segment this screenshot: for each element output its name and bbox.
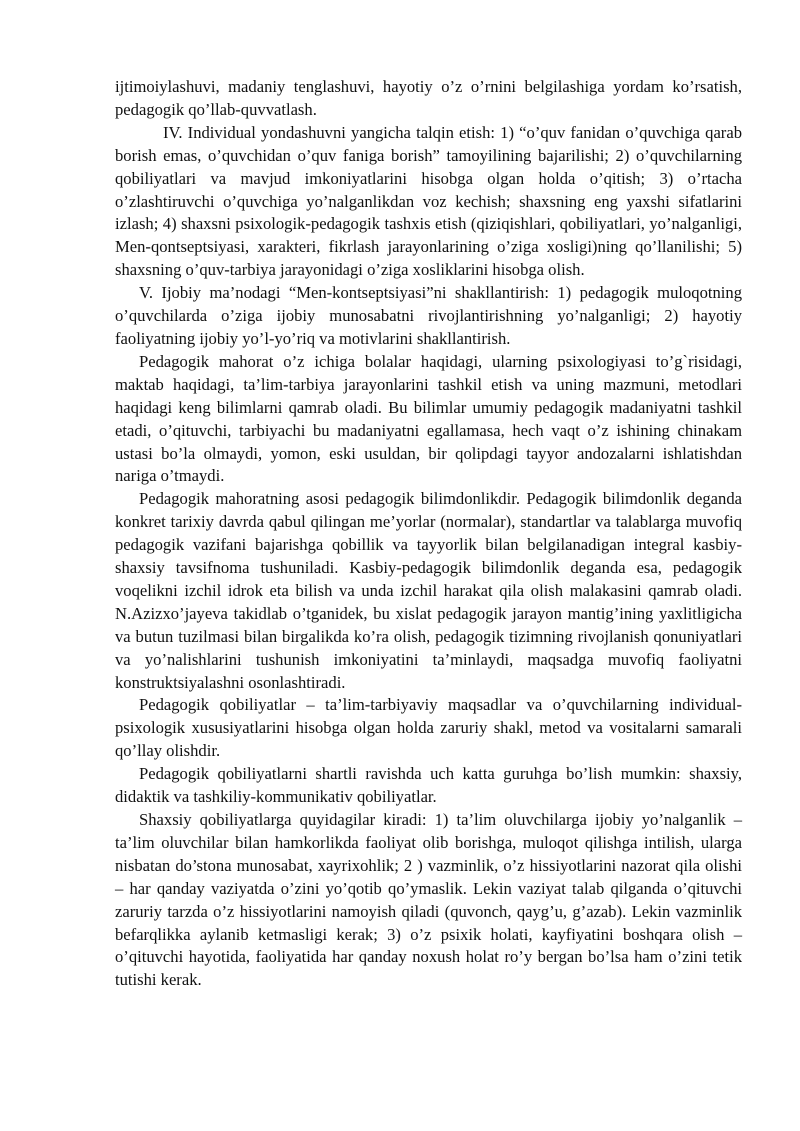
paragraph-pedagogical-mastery: Pedagogik mahorat o’z ichiga bolalar haqidagi, ularning psixologiyasi to’g`risidagi, maktab haqidagi, ta’lim-tarbiya jarayonlarini tashkil etish va uning mazmuni, metodlari haqidagi keng bilimlarni qamrab oladi. Bu bilimlar umumiy pedagogik madaniyatni tashkil etadi, o’qituvchi, tarbiyachi bu madaniyatni egallamasa, hech vaqt o’z ishining chinakam ustasi bo’la olmaydi, yomon, eski usuldan, bir qolipdagi tayyor andozalarni ishlatishdan nariga o’tmaydi. [115,351,742,486]
paragraph-ability-groups: Pedagogik qobiliyatlarni shartli ravishda uch katta guruhga bo’lish mumkin: shaxsiy, didaktik va tashkiliy-kommunikativ qobiliyatlar. [115,764,742,807]
paragraph-continuation: ijtimoiylashuvi, madaniy tenglashuvi, hayotiy o’z o’rnini belgilashiga yordam ko’rsatish, pedagogik qo’llab-quvvatlash. [115,77,742,119]
paragraph-pedagogical-competence: Pedagogik mahoratning asosi pedagogik bilimdonlikdir. Pedagogik bilimdonlik deganda konkret tarixiy davrda qabul qilingan me’yorlar (normalar), standartlar va talablarga muvofiq pedagogik vazifani bajarishga qobillik va tayyorlik bilan belgilanadigan integral kasbiy-shaxsiy tavsifnoma tushuniladi. Kasbiy-pedagogik bilimdonlik deganda esa, pedagogik voqelikni izchil idrok eta bilish va unda izchil harakat qila olish malakasini qamrab oladi. N.Azizxo’jayeva takidlab o’tganidek, bu xislat pedagogik jarayon mantig’ining yaxlitligicha va butun tuzilmasi bilan birgalikda ko’ra olish, pedagogik tizimning rivojlanish qonuniyatlari va yo’nalishlarini tushunish imkoniyatini ta’minlaydi, maqsadga muvofiq faoliyatni konstruktsiyalashni osonlashtiradi. [115,489,742,692]
paragraph-personal-abilities: Shaxsiy qobiliyatlarga quyidagilar kiradi: 1) ta’lim oluvchilarga ijobiy yo’nalganlik – ta’lim oluvchilar bilan hamkorlikda faoliyat olib borishga, muloqot qilishga intilish, ularga nisbatan do’stona munosabat, xayrixohlik; 2 ) vazminlik, o’z hissiyotlarini nazorat qila olishi – har qanday vaziyatda o’zini yo’qotib qo’ymaslik. Lekin vaziyat talab qilganda o’qituvchi zaruriy tarzda o’z hissiyotlarini namoyish qiladi (quvonch, qayg’u, g’azab). Lekin vazminlik befarqlikka aylanib ketmasligi kerak; 3) o’z psixik holati, kayfiyatini boshqara olish – o’qituvchi hayotida, faoliyatida har qanday noxush holat ro’y bergan bo’lsa ham o’zini tetik tutishi kerak. [115,810,742,990]
paragraph-self-concept: V. Ijobiy ma’nodagi “Men-kontseptsiyasi”ni shakllantirish: 1) pedagogik muloqotning o’quvchilarda o’ziga ijobiy munosabatni rivojlantirishning yo’nalganligi; 2) hayotiy faoliyatning ijobiy yo’l-yo’riq va motivlarini shakllantirish. [115,283,742,348]
paragraph-individual-approach: IV. Individual yondashuvni yangicha talqin etish: 1) “o’quv fanidan o’quvchiga qarab borish emas, o’quvchidan o’quv faniga borish” tamoyilining bajarilishi; 2) o’quvchilarning qobiliyatlari va mavjud imkoniyatlarini hisobga olgan holda o’qitish; 3) o’rtacha o’zlashtiruvchi o’quvchiga yo’nalganlikdan voz kechish; shaxsning eng yaxshi sifatlarini izlash; 4) shaxsni psixologik-pedagogik tashxis etish (qiziqishlari, qobiliyatlari, yo’nalganligi, Men-qontseptsiyasi, xarakteri, fikrlash jarayonlarining o’ziga xosligi)ning qo’llanilishi; 5) shaxsning o’quv-tarbiya jarayonidagi o’ziga xosliklarini hisobga olish. [115,122,742,280]
paragraph-pedagogical-abilities: Pedagogik qobiliyatlar – ta’lim-tarbiyaviy maqsadlar va o’quvchilarning individual-psixologik xususiyatlarini hisobga olgan holda zaruriy shakl, metod va vositalarni samarali qo’llay olishdir. [115,695,742,761]
